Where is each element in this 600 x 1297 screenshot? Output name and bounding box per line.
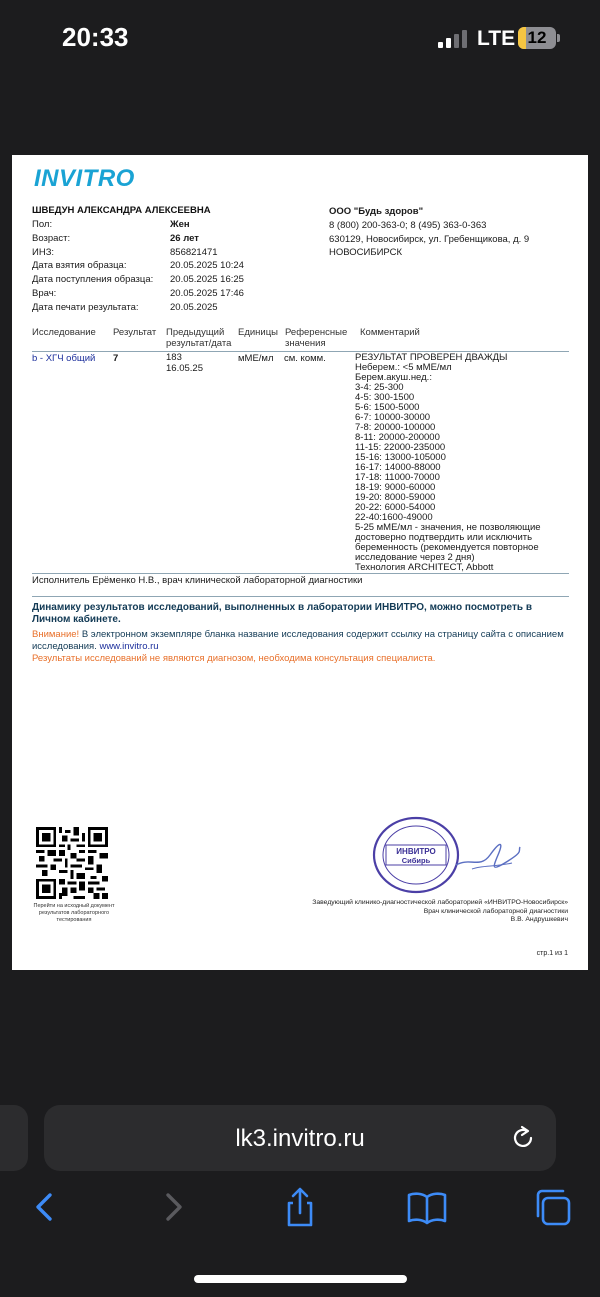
field-label: Врач: <box>32 287 57 299</box>
test-name-link[interactable]: b - ХГЧ общий <box>32 353 96 364</box>
invitro-link[interactable]: www.invitro.ru <box>99 641 159 652</box>
previous-value: 183 <box>166 352 182 363</box>
col-prev-line1: Предыдущий <box>166 327 225 338</box>
comment-line: 6-7: 10000-30000 <box>355 412 431 423</box>
patient-name: ШВЕДУН АЛЕКСАНДРА АЛЕКСЕЕВНА <box>32 205 211 216</box>
page-number: стр.1 из 1 <box>536 950 568 957</box>
comment-line: 7-8: 20000-100000 <box>355 422 436 433</box>
patient-field-print-date <box>32 302 332 316</box>
comment-line: 20-22: 6000-54000 <box>355 502 436 513</box>
head-of-lab-line: Заведующий клинико-диагностической лабораторией «ИНВИТРО-Новосибирск» <box>312 899 568 906</box>
home-indicator[interactable] <box>194 1275 407 1283</box>
patient-info <box>32 205 332 316</box>
patient-field-receipt-date <box>32 274 332 288</box>
status-time: 20:33 <box>62 22 129 52</box>
col-test: Исследование <box>32 327 96 338</box>
field-label: Пол: <box>32 219 53 230</box>
comment-line: 17-18: 11000-70000 <box>355 472 440 483</box>
col-prev-line2: результат/дата <box>166 338 232 349</box>
col-units: Единицы <box>238 327 279 338</box>
field-label: ИНЗ: <box>32 246 55 258</box>
forward-icon[interactable] <box>152 1185 196 1229</box>
previous-date: 16.05.25 <box>166 362 203 374</box>
col-ref-line1: Референсные <box>285 327 348 338</box>
status-bar <box>0 0 600 72</box>
comment-line: 19-20: 8000-59000 <box>355 492 436 503</box>
signature-icon <box>452 835 522 877</box>
browser-toolbar <box>0 1185 600 1245</box>
url-text[interactable]: lk3.invitro.ru <box>235 1125 365 1152</box>
warning-text: В электронном экземпляре бланка название исследования содержит ссылку на страницу сайта с описанием исследования. <box>32 629 564 652</box>
field-value: 20.05.2025 17:46 <box>170 287 244 299</box>
comment-line: 4-5: 300-1500 <box>355 392 415 403</box>
comment-line: 15-16: 13000-105000 <box>355 452 446 463</box>
field-value: 26 лет <box>170 232 199 244</box>
back-icon[interactable] <box>22 1185 66 1229</box>
test-reference: см. комм. <box>284 353 326 364</box>
lab-stamp-icon <box>372 815 460 895</box>
lab-result-document <box>12 155 588 970</box>
comment-line: 5-6: 1500-5000 <box>355 402 420 413</box>
network-type: LTE <box>477 27 516 50</box>
invitro-logo: INVITRO <box>34 165 135 192</box>
patient-field-sample-date <box>32 260 332 274</box>
test-comment <box>355 353 570 573</box>
executor-divider <box>32 596 569 597</box>
field-value: 20.05.2025 16:25 <box>170 274 244 286</box>
patient-field-inz <box>32 247 332 261</box>
col-result: Результат <box>113 327 157 338</box>
warning-block <box>32 629 577 653</box>
comment-line: РЕЗУЛЬТАТ ПРОВЕРЕН ДВАЖДЫ <box>355 352 508 363</box>
cellular-signal-icon <box>438 30 468 48</box>
warning-label: Внимание! <box>32 629 80 640</box>
results-table-header <box>32 327 569 353</box>
comment-line: Неберем.: <5 мМЕ/мл <box>355 362 452 373</box>
field-value: 20.05.2025 <box>170 301 218 313</box>
comment-line: 8-11: 20000-200000 <box>355 432 440 443</box>
head-of-lab-line: В.В. Андрушкевич <box>510 916 568 923</box>
svg-text:Сибирь: Сибирь <box>401 856 431 865</box>
patient-field-sex <box>32 219 332 233</box>
share-icon[interactable] <box>278 1185 322 1229</box>
field-label: Дата поступления образца: <box>32 274 154 286</box>
executor: Исполнитель Ерёменко Н.В., врач клинической лабораторной диагностики <box>32 575 363 586</box>
field-value: 20.05.2025 10:24 <box>170 260 244 272</box>
col-ref-line2: значения <box>285 338 326 349</box>
reload-icon[interactable] <box>509 1124 537 1152</box>
field-value: 856821471 <box>170 246 218 258</box>
dynamics-note: Динамику результатов исследований, выполненных в лаборатории ИНВИТРО, можно посмотреть в Личном кабинете. <box>32 602 532 625</box>
battery-tip <box>557 34 560 42</box>
address-bar[interactable] <box>44 1105 556 1171</box>
comment-line: 18-19: 9000-60000 <box>355 482 436 493</box>
col-comment: Комментарий <box>360 327 420 338</box>
head-of-lab <box>272 899 568 925</box>
lab-phones: 8 (800) 200-363-0; 8 (495) 363-0-363 <box>329 219 487 231</box>
disclaimer: Результаты исследований не являются диагнозом, необходима консультация специалиста. <box>32 653 436 664</box>
qr-code[interactable] <box>36 827 108 899</box>
col-prev <box>166 327 231 349</box>
comment-tech: Технология ARCHITECT, Abbott <box>355 562 494 573</box>
comment-note: 5-25 мМЕ/мл - значения, не позволяющие достоверно подтвердить или исключить беременность (рекомендуется повторное исследование через 2 дня) <box>355 522 541 563</box>
test-units: мМЕ/мл <box>238 353 274 364</box>
previous-result <box>166 353 203 374</box>
patient-field-doctor <box>32 288 332 302</box>
table-bottom-divider <box>32 573 569 574</box>
svg-text:ИНВИТРО: ИНВИТРО <box>396 847 436 856</box>
tabs-icon[interactable] <box>532 1185 576 1229</box>
comment-line: Берем.акуш.нед.: <box>355 372 432 383</box>
head-of-lab-line: Врач клинической лабораторной диагностики <box>423 907 568 915</box>
comment-line: 3-4: 25-300 <box>355 382 404 393</box>
field-label: Дата взятия образца: <box>32 260 127 272</box>
patient-field-age <box>32 233 332 247</box>
previous-tab-peek[interactable] <box>0 1105 28 1171</box>
battery-icon <box>518 27 556 49</box>
lab-info <box>329 205 579 260</box>
qr-caption: Перейти на исходный документ результатов лабораторного тестирования <box>33 903 115 923</box>
battery-level: 12 <box>527 28 547 47</box>
col-ref <box>285 327 347 349</box>
field-value: Жен <box>170 219 190 230</box>
comment-line: 22-40:1600-49000 <box>355 512 433 523</box>
lab-address: 630129, Новосибирск, ул. Гребенщикова, д. 9 <box>329 233 530 245</box>
bookmarks-icon[interactable] <box>405 1185 449 1229</box>
field-label: Возраст: <box>32 232 71 244</box>
field-label: Дата печати результата: <box>32 301 139 313</box>
comment-line: 11-15: 22000-235000 <box>355 442 446 453</box>
test-result: 7 <box>113 353 119 364</box>
lab-name: ООО "Будь здоров" <box>329 206 424 217</box>
comment-line: 16-17: 14000-88000 <box>355 462 441 473</box>
lab-city: НОВОСИБИРСК <box>329 247 403 259</box>
